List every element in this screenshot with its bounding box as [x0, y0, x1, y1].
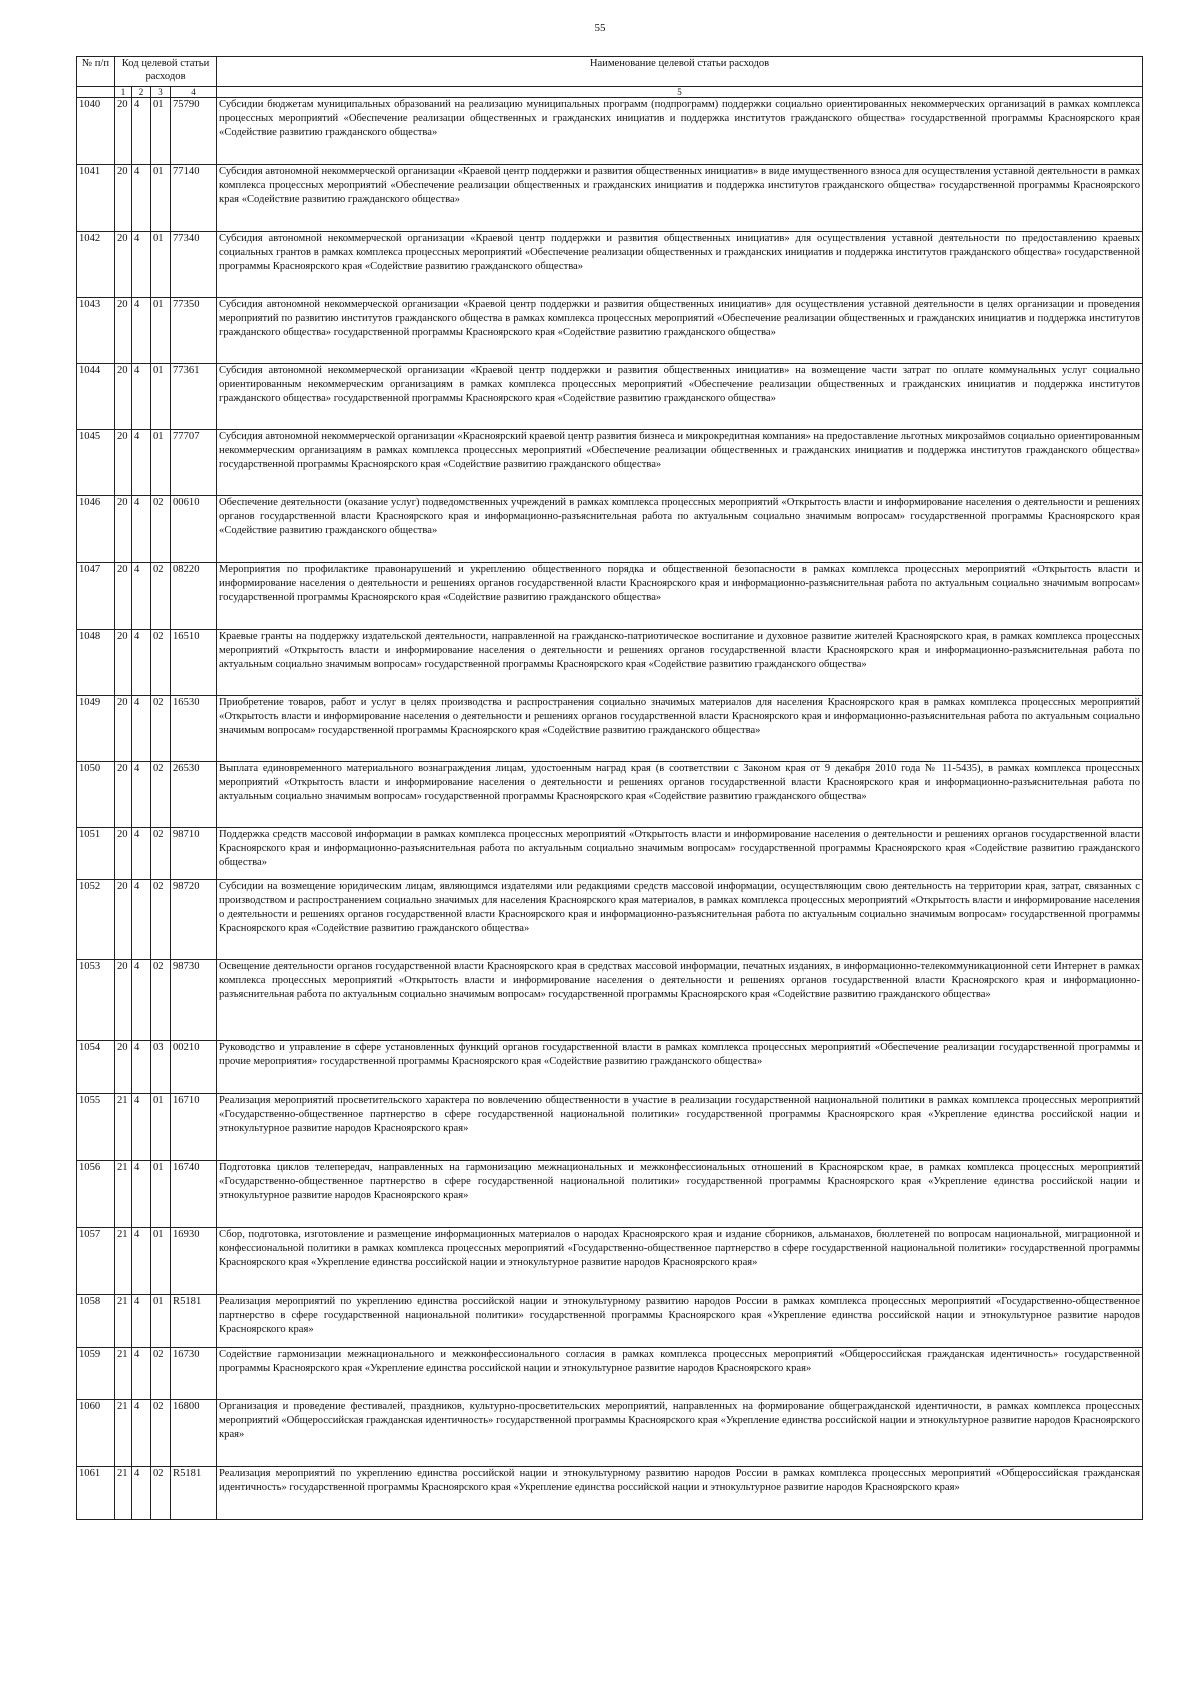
table-row: [77, 1228, 1143, 1295]
code-part-4: 77361: [171, 364, 217, 430]
item-name: Субсидия автономной некоммерческой организации «Красноярский краевой центр развития бизнеса и микрокредитная компания» на предоставление льготных микрозаймов социально ориентированным некоммерческим организациям в рамках комплекса процессных мероприятий «Обеспечение реализации общественных и гражданских инициатив и поддержка институтов гражданского общества» государственной программы Красноярского края «Содействие развитию гражданского общества»: [217, 430, 1143, 496]
code-part-1: 20: [115, 298, 132, 364]
item-name: Приобретение товаров, работ и услуг в целях производства и распространения социально значимых материалов для населения Красноярского края в рамках комплекса процессных мероприятий «Открытость власти и информирование населения о деятельности и решениях органов государственной власти Красноярского края и информационно-разъяснительная работа по актуальным социально значимым вопросам» государственной программы Красноярского края «Содействие развитию гражданского общества»: [217, 696, 1143, 762]
code-part-4: 08220: [171, 563, 217, 630]
code-part-4: 16800: [171, 1400, 217, 1467]
code-part-3: 01: [151, 232, 171, 298]
code-part-1: 21: [115, 1467, 132, 1520]
code-part-4: 77707: [171, 430, 217, 496]
table-row: [77, 828, 1143, 880]
item-name: Субсидия автономной некоммерческой организации «Краевой центр поддержки и развития общественных инициатив» для осуществления уставной деятельности по предоставлению краевых социальных грантов в рамках комплекса процессных мероприятий «Обеспечение реализации общественных и гражданских инициатив и поддержка институтов гражданского общества» государственной программы Красноярского края «Содействие развитию гражданского общества»: [217, 232, 1143, 298]
code-part-1: 20: [115, 563, 132, 630]
code-part-1: 20: [115, 880, 132, 960]
column-number: 5: [217, 87, 1143, 98]
code-part-4: 98710: [171, 828, 217, 880]
row-number: 1047: [77, 563, 115, 630]
item-name: Субсидии на возмещение юридическим лицам, являющимся издателями или редакциями средств массовой информации, осуществляющим свою деятельность на территории края, затрат, связанных с производством и распространением социально значимых для населения Красноярского края материалов, в рамках комплекса процессных мероприятий «Открытость власти и информирование населения о деятельности и решениях органов государственной власти Красноярского края и информационно-разъяснительная работа по актуальным социально значимым вопросам» государственной программы Красноярского края «Содействие развитию гражданского общества»: [217, 880, 1143, 960]
row-number: 1061: [77, 1467, 115, 1520]
code-part-2: 4: [132, 1295, 151, 1348]
column-number: 4: [171, 87, 217, 98]
code-part-1: 20: [115, 828, 132, 880]
item-name: Подготовка циклов телепередач, направленных на гармонизацию межнациональных и межконфессиональных отношений в Красноярском крае, в рамках комплекса процессных мероприятий «Государственно-общественное партнерство в сфере государственной национальной политики» государственной программы Красноярского края «Укрепление единства российской нации и этнокультурное развитие народов Красноярского края»: [217, 1161, 1143, 1228]
table-row: [77, 1161, 1143, 1228]
code-part-4: 00610: [171, 496, 217, 563]
row-number: 1046: [77, 496, 115, 563]
code-part-2: 4: [132, 1400, 151, 1467]
code-part-2: 4: [132, 563, 151, 630]
code-part-3: 01: [151, 1094, 171, 1161]
code-part-1: 20: [115, 364, 132, 430]
code-part-3: 01: [151, 1228, 171, 1295]
code-part-1: 20: [115, 430, 132, 496]
item-name: Содействие гармонизации межнационального и межконфессионального согласия в рамках комплекса процессных мероприятий «Общероссийская гражданская идентичность» государственной программы Красноярского края «Укрепление единства российской нации и этнокультурное развитие народов Красноярского края»: [217, 1348, 1143, 1400]
code-part-3: 02: [151, 696, 171, 762]
code-part-4: R5181: [171, 1467, 217, 1520]
table-row: [77, 1094, 1143, 1161]
code-part-3: 02: [151, 563, 171, 630]
table-row: [77, 98, 1143, 165]
row-number: 1049: [77, 696, 115, 762]
code-part-3: 02: [151, 828, 171, 880]
code-part-1: 20: [115, 232, 132, 298]
code-part-2: 4: [132, 1348, 151, 1400]
code-part-4: 77140: [171, 165, 217, 232]
table-row: [77, 1467, 1143, 1520]
row-number: 1057: [77, 1228, 115, 1295]
code-part-2: 4: [132, 880, 151, 960]
code-part-2: 4: [132, 1094, 151, 1161]
code-part-1: 20: [115, 960, 132, 1041]
code-part-3: 01: [151, 165, 171, 232]
table-row: [77, 630, 1143, 696]
code-part-4: 16710: [171, 1094, 217, 1161]
code-part-1: 20: [115, 630, 132, 696]
code-part-3: 02: [151, 630, 171, 696]
header-code: Код целевой статьи расходов: [115, 57, 217, 87]
row-number: 1053: [77, 960, 115, 1041]
code-part-3: 01: [151, 1161, 171, 1228]
table-row: [77, 960, 1143, 1041]
table-row: [77, 563, 1143, 630]
item-name: Субсидия автономной некоммерческой организации «Краевой центр поддержки и развития общественных инициатив» в виде имущественного взноса для осуществления уставной деятельности в рамках комплекса процессных мероприятий «Обеспечение реализации общественных и гражданских инициатив и поддержка институтов гражданского общества» государственной программы Красноярского края «Содействие развитию гражданского общества»: [217, 165, 1143, 232]
item-name: Организация и проведение фестивалей, праздников, культурно-просветительских мероприятий, направленных на формирование общегражданской идентичности, в рамках комплекса процессных мероприятий «Общероссийская гражданская идентичность» государственной программы Красноярского края «Укрепление единства российской нации и этнокультурное развитие народов Красноярского края»: [217, 1400, 1143, 1467]
row-number: 1044: [77, 364, 115, 430]
item-name: Поддержка средств массовой информации в рамках комплекса процессных мероприятий «Открытость власти и информирование населения о деятельности и решениях органов государственной власти Красноярского края и информационно-разъяснительная работа по актуальным социально значимым вопросам» государственной программы Красноярского края «Содействие развитию гражданского общества»: [217, 828, 1143, 880]
code-part-2: 4: [132, 298, 151, 364]
row-number: 1051: [77, 828, 115, 880]
item-name: Реализация мероприятий по укреплению единства российской нации и этнокультурному развитию народов России в рамках комплекса процессных мероприятий «Общероссийская гражданская идентичность» государственной программы Красноярского края «Укрепление единства российской нации и этнокультурное развитие народов Красноярского края»: [217, 1467, 1143, 1520]
item-name: Краевые гранты на поддержку издательской деятельности, направленной на гражданско-патриотическое воспитание и духовное развитие жителей Красноярского края, в рамках комплекса процессных мероприятий «Открытость власти и информирование населения о деятельности и решениях органов государственной власти Красноярского края и информационно-разъяснительная работа по актуальным социально значимым вопросам» государственной программы Красноярского края «Содействие развитию гражданского общества»: [217, 630, 1143, 696]
item-name: Субсидия автономной некоммерческой организации «Краевой центр поддержки и развития общественных инициатив» на возмещение части затрат по оплате коммунальных услуг социально ориентированным некоммерческим организациям в рамках комплекса процессных мероприятий «Обеспечение реализации общественных и гражданских инициатив и поддержка институтов гражданского общества» государственной программы Красноярского края «Содействие развитию гражданского общества»: [217, 364, 1143, 430]
table-row: [77, 1348, 1143, 1400]
code-part-3: 01: [151, 364, 171, 430]
code-part-1: 20: [115, 762, 132, 828]
code-part-3: 01: [151, 298, 171, 364]
code-part-2: 4: [132, 1467, 151, 1520]
table-row: [77, 880, 1143, 960]
row-number: 1040: [77, 98, 115, 165]
table-row: [77, 430, 1143, 496]
code-part-1: 21: [115, 1228, 132, 1295]
row-number: 1060: [77, 1400, 115, 1467]
code-part-3: 01: [151, 430, 171, 496]
column-number: [77, 87, 115, 98]
row-number: 1048: [77, 630, 115, 696]
code-part-3: 02: [151, 880, 171, 960]
table-row: [77, 165, 1143, 232]
header-number: № п/п: [77, 57, 115, 87]
column-number: 2: [132, 87, 151, 98]
item-name: Сбор, подготовка, изготовление и размещение информационных материалов о народах Красноярского края и издание сборников, альманахов, бюллетеней по вопросам национальной, миграционной и конфессиональной политики в рамках комплекса процессных мероприятий «Государственно-общественное партнерство в сфере государственной национальной политики» государственной программы Красноярского края «Укрепление единства российской нации и этнокультурное развитие народов Красноярского края»: [217, 1228, 1143, 1295]
row-number: 1043: [77, 298, 115, 364]
code-part-2: 4: [132, 696, 151, 762]
row-number: 1055: [77, 1094, 115, 1161]
code-part-4: 98730: [171, 960, 217, 1041]
code-part-4: 26530: [171, 762, 217, 828]
column-numbers-row: [77, 87, 1143, 98]
item-name: Выплата единовременного материального вознаграждения лицам, удостоенным наград края (в соответствии с Законом края от 9 декабря 2010 года № 11-5435), в рамках комплекса процессных мероприятий «Открытость власти и информирование населения о деятельности и решениях органов государственной власти Красноярского края и информационно-разъяснительная работа по актуальным социально значимым вопросам» государственной программы Красноярского края «Содействие развитию гражданского общества»: [217, 762, 1143, 828]
header-name: Наименование целевой статьи расходов: [217, 57, 1143, 87]
code-part-3: 01: [151, 98, 171, 165]
code-part-3: 02: [151, 496, 171, 563]
row-number: 1052: [77, 880, 115, 960]
column-number: 1: [115, 87, 132, 98]
code-part-2: 4: [132, 762, 151, 828]
code-part-1: 20: [115, 165, 132, 232]
code-part-1: 21: [115, 1295, 132, 1348]
code-part-4: 00210: [171, 1041, 217, 1094]
code-part-1: 20: [115, 1041, 132, 1094]
code-part-4: 16740: [171, 1161, 217, 1228]
row-number: 1056: [77, 1161, 115, 1228]
code-part-4: 16930: [171, 1228, 217, 1295]
column-number: 3: [151, 87, 171, 98]
budget-items-table: [76, 56, 1143, 1520]
item-name: Реализация мероприятий просветительского характера по вовлечению общественности в участие в реализации государственной национальной политики в рамках комплекса процессных мероприятий «Государственно-общественное партнерство в сфере государственной национальной политики» государственной программы Красноярского края «Укрепление единства российской нации и этнокультурное развитие народов Красноярского края»: [217, 1094, 1143, 1161]
item-name: Субсидии бюджетам муниципальных образований на реализацию муниципальных программ (подпрограмм) поддержки социально ориентированных некоммерческих организаций в рамках комплекса процессных мероприятий «Обеспечение реализации общественных и гражданских инициатив и поддержка институтов гражданского общества» государственной программы Красноярского края «Содействие развитию гражданского общества»: [217, 98, 1143, 165]
code-part-3: 01: [151, 1295, 171, 1348]
code-part-2: 4: [132, 98, 151, 165]
code-part-2: 4: [132, 1041, 151, 1094]
code-part-4: 77340: [171, 232, 217, 298]
code-part-2: 4: [132, 496, 151, 563]
code-part-4: 16730: [171, 1348, 217, 1400]
item-name: Руководство и управление в сфере установленных функций органов государственной власти в рамках комплекса процессных мероприятий «Обеспечение реализации государственной программы и прочие мероприятия» государственной программы Красноярского края «Содействие развитию гражданского общества»: [217, 1041, 1143, 1094]
item-name: Реализация мероприятий по укреплению единства российской нации и этнокультурному развитию народов России в рамках комплекса процессных мероприятий «Государственно-общественное партнерство в сфере государственной национальной политики» государственной программы Красноярского края «Укрепление единства российской нации и этнокультурное развитие народов Красноярского края»: [217, 1295, 1143, 1348]
row-number: 1042: [77, 232, 115, 298]
table-row: [77, 762, 1143, 828]
code-part-4: 16510: [171, 630, 217, 696]
code-part-3: 02: [151, 1348, 171, 1400]
code-part-3: 03: [151, 1041, 171, 1094]
code-part-4: 16530: [171, 696, 217, 762]
table-body: [77, 98, 1143, 1520]
code-part-3: 02: [151, 1467, 171, 1520]
code-part-2: 4: [132, 364, 151, 430]
code-part-2: 4: [132, 232, 151, 298]
code-part-2: 4: [132, 430, 151, 496]
item-name: Освещение деятельности органов государственной власти Красноярского края в средствах массовой информации, печатных изданиях, в информационно-телекоммуникационной сети Интернет в рамках комплекса процессных мероприятий «Открытость власти и информирование населения о деятельности и решениях органов государственной власти Красноярского края и информационно-разъяснительная работа по актуальным социально значимым вопросам» государственной программы Красноярского края «Содействие развитию гражданского общества»: [217, 960, 1143, 1041]
row-number: 1059: [77, 1348, 115, 1400]
code-part-1: 21: [115, 1161, 132, 1228]
row-number: 1058: [77, 1295, 115, 1348]
code-part-4: 75790: [171, 98, 217, 165]
item-name: Субсидия автономной некоммерческой организации «Краевой центр поддержки и развития общественных инициатив» для осуществления уставной деятельности в целях организации и проведения мероприятий по развитию институтов гражданского общества в рамках комплекса процессных мероприятий «Обеспечение реализации общественных и гражданских инициатив и поддержка институтов гражданского общества» государственной программы Красноярского края «Содействие развитию гражданского общества»: [217, 298, 1143, 364]
code-part-4: 98720: [171, 880, 217, 960]
code-part-2: 4: [132, 165, 151, 232]
code-part-2: 4: [132, 1161, 151, 1228]
code-part-1: 21: [115, 1348, 132, 1400]
code-part-1: 21: [115, 1400, 132, 1467]
row-number: 1054: [77, 1041, 115, 1094]
code-part-1: 21: [115, 1094, 132, 1161]
code-part-3: 02: [151, 762, 171, 828]
table-row: [77, 1041, 1143, 1094]
header-row: [77, 57, 1143, 87]
code-part-1: 20: [115, 696, 132, 762]
code-part-1: 20: [115, 496, 132, 563]
code-part-2: 4: [132, 960, 151, 1041]
code-part-3: 02: [151, 960, 171, 1041]
row-number: 1041: [77, 165, 115, 232]
code-part-2: 4: [132, 630, 151, 696]
table-row: [77, 298, 1143, 364]
code-part-1: 20: [115, 98, 132, 165]
code-part-4: 77350: [171, 298, 217, 364]
table-row: [77, 364, 1143, 430]
item-name: Мероприятия по профилактике правонарушений и укреплению общественного порядка и общественной безопасности в рамках комплекса процессных мероприятий «Открытость власти и информирование населения о деятельности и решениях органов государственной власти Красноярского края и информационно-разъяснительная работа по актуальным социально значимым вопросам» государственной программы Красноярского края «Содействие развитию гражданского общества»: [217, 563, 1143, 630]
code-part-2: 4: [132, 828, 151, 880]
table-row: [77, 1295, 1143, 1348]
code-part-4: R5181: [171, 1295, 217, 1348]
code-part-3: 02: [151, 1400, 171, 1467]
item-name: Обеспечение деятельности (оказание услуг) подведомственных учреждений в рамках комплекса процессных мероприятий «Открытость власти и информирование населения о деятельности и решениях органов государственной власти Красноярского края и информационно-разъяснительная работа по актуальным социально значимым вопросам» государственной программы Красноярского края «Содействие развитию гражданского общества»: [217, 496, 1143, 563]
row-number: 1045: [77, 430, 115, 496]
table-row: [77, 232, 1143, 298]
table-row: [77, 496, 1143, 563]
table-row: [77, 696, 1143, 762]
page-number: 55: [594, 22, 606, 34]
table-row: [77, 1400, 1143, 1467]
row-number: 1050: [77, 762, 115, 828]
code-part-2: 4: [132, 1228, 151, 1295]
